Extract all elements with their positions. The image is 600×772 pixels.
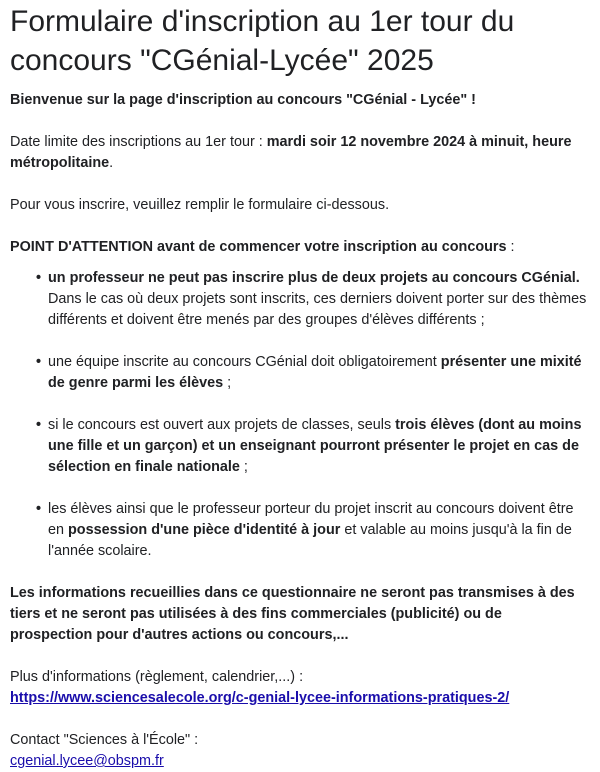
list-item bbox=[38, 499, 588, 562]
point-bold: trois élèves (dont au moins une fille et un garçon) et un enseignant pourront présenter le projet en cas de sélection en finale nationale bbox=[48, 417, 582, 475]
privacy-notice: Les informations recueillies dans ce questionnaire ne seront pas transmises à des tiers et ne seront pas utilisées à des fins commerciales (publicité) ou de prospection pour d'autres actions ou concours,... bbox=[10, 585, 575, 643]
point-bold: possession d'une pièce d'identité à jour bbox=[68, 522, 341, 538]
contact-label: Contact "Sciences à l'École" : bbox=[10, 732, 199, 748]
attention-bold: POINT D'ATTENTION avant de commencer votre inscription au concours bbox=[10, 239, 507, 255]
point-rest: ; bbox=[223, 375, 232, 391]
bullet-icon: • bbox=[36, 417, 42, 433]
point-bold: présenter une mixité de genre parmi les élèves bbox=[48, 354, 582, 391]
point-text: si le concours est ouvert aux projets de classes, seuls bbox=[48, 417, 396, 433]
deadline-date: mardi soir 12 novembre 2024 à minuit, heure métropolitaine bbox=[10, 134, 572, 171]
point-rest: et valable au moins jusqu'à la fin de l'année scolaire. bbox=[48, 522, 572, 559]
point-rest: Dans le cas où deux projets sont inscrits, ces derniers doivent porter sur des thèmes différents et doivent être menés par des groupes d'élèves différents ; bbox=[48, 291, 587, 328]
deadline-prefix: Date limite des inscriptions au 1er tour : bbox=[10, 134, 267, 150]
more-info-label: Plus d'informations (règlement, calendrier,...) : bbox=[10, 669, 304, 685]
point-rest: ; bbox=[239, 459, 248, 475]
point-text: les élèves ainsi que le professeur porteur du projet inscrit au concours doivent être en bbox=[48, 501, 574, 538]
point-bold: un professeur ne peut pas inscrire plus de deux projets au concours CGénial. bbox=[48, 270, 580, 286]
deadline-text bbox=[10, 132, 588, 174]
bullet-icon: • bbox=[36, 354, 42, 370]
attention-heading bbox=[10, 237, 588, 258]
more-info bbox=[10, 667, 588, 709]
instructions-text: Pour vous inscrire, veuillez remplir le formulaire ci-dessous. bbox=[10, 197, 390, 213]
contact-email-link[interactable]: cgenial.lycee@obspm.fr bbox=[10, 753, 164, 769]
point-text: une équipe inscrite au concours CGénial doit obligatoirement bbox=[48, 354, 441, 370]
attention-suffix: : bbox=[506, 239, 515, 255]
contact-info bbox=[10, 730, 588, 772]
list-item bbox=[38, 352, 588, 394]
more-info-link[interactable]: https://www.sciencesalecole.org/c-genial-lycee-informations-pratiques-2/ bbox=[10, 690, 510, 706]
bullet-icon: • bbox=[36, 270, 42, 286]
deadline-suffix: . bbox=[109, 155, 114, 171]
page-title: Formulaire d'inscription au 1er tour du concours "CGénial-Lycée" 2025 bbox=[10, 5, 515, 77]
attention-list bbox=[10, 268, 588, 562]
list-item bbox=[38, 268, 588, 331]
welcome-text: Bienvenue sur la page d'inscription au concours "CGénial - Lycée" ! bbox=[10, 92, 476, 108]
bullet-icon: • bbox=[36, 501, 42, 517]
list-item bbox=[38, 415, 588, 478]
